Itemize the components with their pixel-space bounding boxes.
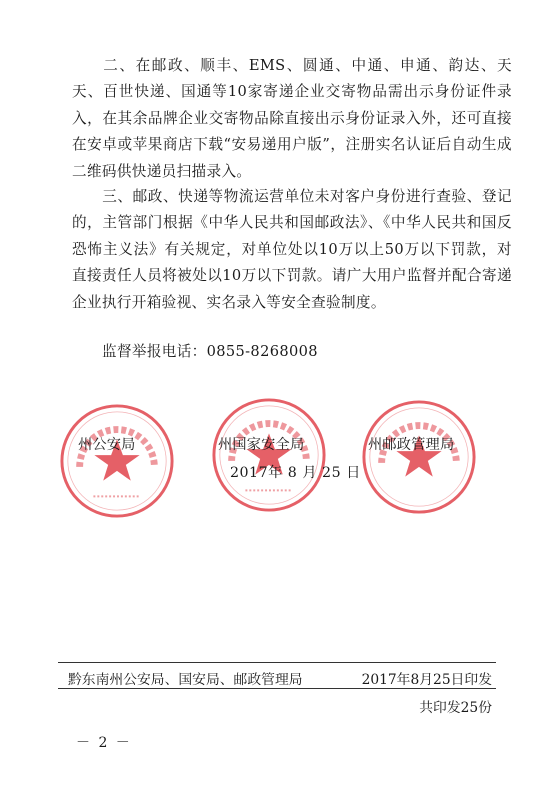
footer-issuer: 黔东南州公安局、国安局、邮政管理局 [68,672,303,688]
signature-date: 2017年 8 月 25 日 [230,465,361,481]
footer-top-rule [58,662,496,663]
paragraph-item-3 [72,184,512,316]
paragraph-3-text: 三、邮政、快递等物流运营单位未对客户身份进行查验、登记的，主管部门根据《中华人民共和国邮政法》、《中华人民共和国反恐怖主义法》有关规定，对单位处以10万以上50万以下罚款，对直接责任人员将被处以10万以下罚款。请广大用户监督并配合寄递企业执行开箱验视、实名录入等安全查验制度。 [72,188,512,311]
page-number: － 2 － [76,735,132,751]
state-security-bureau-seal [210,396,328,514]
postal-bureau-seal [360,398,478,516]
signature-police-bureau: 州公安局 [78,437,136,453]
paragraph-item-2 [72,53,512,185]
footer-copies: 共印发25份 [419,700,492,716]
footer-bottom-rule [58,688,496,689]
signature-state-security-bureau: 州国家安全局 [218,437,305,453]
paragraph-2-text: 二、在邮政、顺丰、EMS、圆通、中通、申通、韵达、天天、百世快递、国通等10家寄递企业交寄物品需出示身份证件录入，在其余品牌企业交寄物品除直接出示身份证录入外，还可直接在安卓或苹果商店下载“安易递用户版”，注册实名认证后自动生成二维码供快递员扫描录入。 [72,57,512,180]
police-bureau-seal [58,402,176,520]
signature-postal-bureau: 州邮政管理局 [368,437,455,453]
hotline-text: 监督举报电话：0855-8268008 [102,343,318,360]
footer-issue-date: 2017年8月25日印发 [361,672,492,688]
